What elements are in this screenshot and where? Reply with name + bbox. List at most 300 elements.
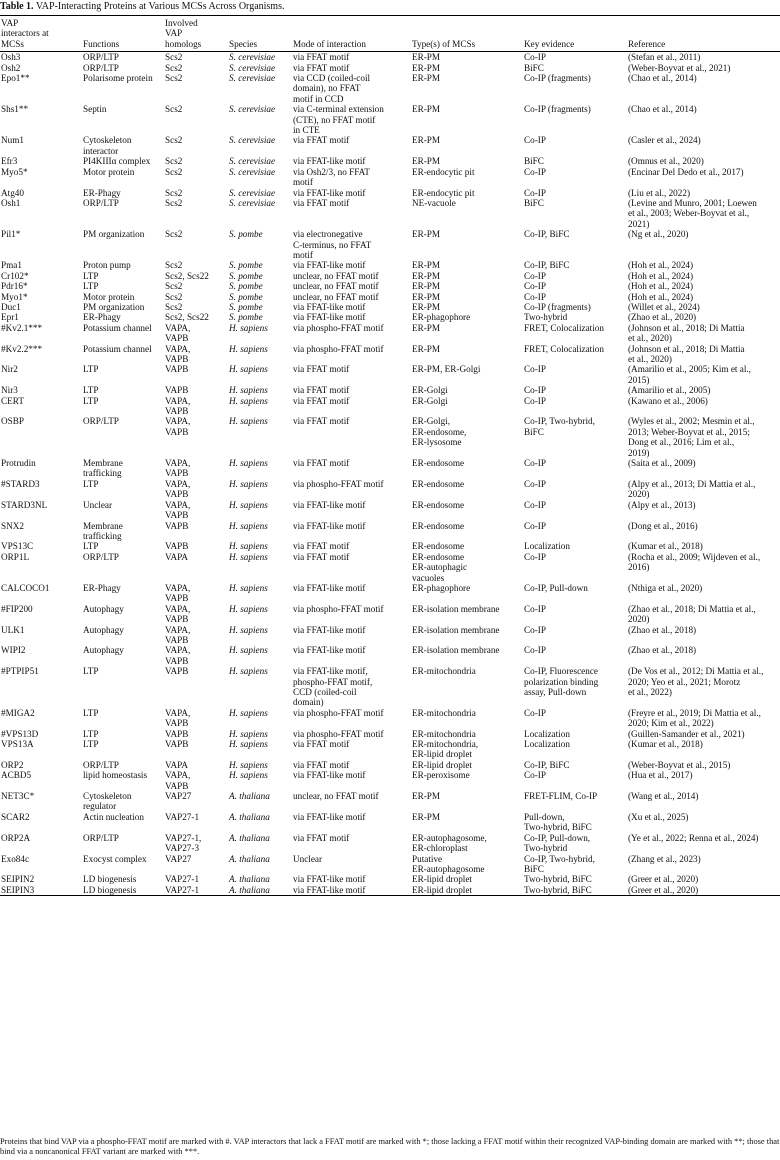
cell-vap-homolog: VAPA, VAPB [165, 645, 191, 666]
cell-evidence: Co-IP [524, 364, 546, 375]
header-functions: Functions [83, 38, 120, 49]
cell-function: PM organization [83, 229, 145, 240]
cell-mcs-type: ER-PM [412, 281, 441, 292]
cell-reference: (Greer et al., 2020) [628, 874, 699, 885]
cell-interactor: Osh3 [1, 52, 21, 63]
cell-species: S. pombe [229, 281, 263, 292]
cell-evidence: Two-hybrid [524, 312, 568, 323]
cell-vap-homolog: VAPA, VAPB [165, 478, 191, 500]
cell-function: LTP [83, 270, 99, 281]
cell-vap-homolog: VAP27-1 [165, 874, 200, 885]
cell-function: Autophagy [83, 603, 124, 614]
cell-interactor: ORP2 [1, 759, 24, 770]
cell-reference: (Amarilio et al., 2005; Kim et al., 2015) [628, 364, 751, 385]
cell-function: Cytoskeleton regulator [83, 791, 132, 812]
cell-species: H. sapiens [229, 551, 268, 562]
cell-function: Unclear [83, 499, 113, 510]
cell-mode: via FFAT-like motif [293, 874, 366, 885]
cell-species: A. thaliana [229, 874, 270, 885]
cell-vap-homolog: VAPA, VAPB [165, 458, 191, 479]
cell-mode: via Osh2/3, no FFAT motif [293, 166, 370, 188]
table-row [0, 708, 780, 729]
cell-evidence: Co-IP [524, 291, 546, 302]
cell-vap-homolog: VAP27-1, VAP27-3 [165, 832, 202, 854]
cell-evidence: Co-IP, BiFC [524, 759, 570, 770]
cell-reference: (Zhang et al., 2023) [628, 853, 701, 864]
cell-interactor: Osh2 [1, 62, 21, 73]
cell-mode: unclear, no FFAT motif [293, 291, 379, 302]
cell-interactor: Pdr16* [1, 281, 28, 292]
cell-mcs-type: ER-PM [412, 301, 441, 312]
cell-mode: via FFAT motif [293, 62, 350, 73]
cell-mode: via phospho-FFAT motif [293, 322, 384, 333]
table-row [0, 260, 780, 270]
cell-function: LTP [83, 666, 99, 677]
cell-species: H. sapiens [229, 624, 268, 635]
cell-mode: unclear, no FFAT motif [293, 281, 379, 292]
cell-mode: via electronegative C-terminus, no FFAT motif [293, 229, 372, 260]
cell-mode: via FFAT-like motif, phospho-FFAT motif, CCD (coiled-coil domain) [293, 666, 373, 708]
cell-mcs-type: ER-PM [412, 52, 441, 63]
cell-mode: via phospho-FFAT motif [293, 478, 384, 489]
cell-function: PM organization [83, 301, 145, 312]
table-row [0, 385, 780, 395]
table-row [0, 739, 780, 760]
cell-interactor: #Kv2.2*** [1, 343, 43, 354]
cell-mode: unclear, no FFAT motif [293, 791, 379, 802]
cell-mcs-type: ER-endocytic pit [412, 187, 475, 198]
cell-mode: via FFAT-like motif [293, 156, 366, 167]
table-row [0, 323, 780, 344]
cell-reference: (Wyles et al., 2002; Mesmin et al., 2013; Weber-Boyvat et al., 2015; Dong et al., 2016; Lim et al., 2019) [628, 416, 755, 458]
header-interactor: VAP interactors at MCSs [1, 18, 49, 49]
cell-reference: (Ng et al., 2020) [628, 229, 689, 240]
cell-evidence: Co-IP [524, 603, 546, 614]
cell-function: ORP/LTP [83, 759, 119, 770]
cell-reference: (Zhao et al., 2018) [628, 645, 697, 656]
cell-interactor: VPS13A [1, 739, 34, 750]
cell-mode: via FFAT-like motif [293, 312, 366, 323]
cell-interactor: SNX2 [1, 520, 24, 531]
table-row [0, 344, 780, 365]
cell-evidence: FRET-FLIM, Co-IP [524, 791, 598, 802]
cell-function: ORP/LTP [83, 52, 119, 63]
cell-mode: via FFAT motif [293, 759, 350, 770]
cell-mcs-type: ER-lipid droplet [412, 874, 472, 885]
cell-evidence: BiFC [524, 197, 544, 208]
cell-mcs-type: ER-PM, ER-Golgi [412, 364, 481, 375]
cell-species: A. thaliana [229, 853, 270, 864]
cell-vap-homolog: VAP27-1 [165, 884, 200, 895]
cell-reference: (Kumar et al., 2018) [628, 739, 703, 750]
cell-reference: (Johnson et al., 2018; Di Mattia et al., 2020) [628, 322, 745, 344]
cell-function: Autophagy [83, 624, 124, 635]
cell-reference: (Alpy et al., 2013) [628, 499, 696, 510]
table-row [0, 645, 780, 666]
table-row [0, 292, 780, 302]
table-row [0, 812, 780, 833]
cell-mcs-type: ER-endosome [412, 478, 465, 489]
cell-interactor: #VPS13D [1, 728, 39, 739]
cell-species: S. cerevisiae [229, 156, 276, 167]
cell-mcs-type: ER-endosome [412, 541, 465, 552]
cell-mcs-type: ER-isolation membrane [412, 645, 500, 656]
cell-evidence: Two-hybrid, BiFC [524, 874, 592, 885]
table-row [0, 833, 780, 854]
table-row [0, 583, 780, 604]
cell-species: A. thaliana [229, 811, 270, 822]
cell-function: Autophagy [83, 645, 124, 656]
cell-evidence: Co-IP [524, 52, 546, 63]
cell-mcs-type: ER-PM [412, 73, 441, 84]
cell-species: S. cerevisiae [229, 104, 276, 115]
cell-mcs-type: Putative ER-autophagosome [412, 853, 485, 874]
cell-mode: via FFAT motif [293, 739, 350, 750]
cell-mode: via FFAT-like motif [293, 582, 366, 593]
cell-reference: (Kawano et al., 2006) [628, 395, 708, 406]
cell-species: H. sapiens [229, 582, 268, 593]
cell-interactor: Pma1 [1, 260, 22, 271]
cell-reference: (Kumar et al., 2018) [628, 541, 703, 552]
cell-mcs-type: ER-endocytic pit [412, 166, 475, 177]
cell-mcs-type: ER-PM [412, 270, 441, 281]
cell-interactor: CALCOCO1 [1, 582, 50, 593]
cell-evidence: Co-IP [524, 551, 546, 562]
table-row [0, 854, 780, 875]
cell-vap-homolog: Scs2 [165, 260, 183, 271]
cell-vap-homolog: VAPB [165, 364, 189, 375]
cell-mcs-type: ER-PM [412, 229, 441, 240]
cell-evidence: Co-IP, Two-hybrid, BiFC [524, 416, 595, 437]
cell-species: H. sapiens [229, 385, 268, 396]
cell-mode: via FFAT-like motif [293, 260, 366, 271]
cell-mcs-type: ER-endosome ER-autophagic vacuoles [412, 551, 468, 583]
header-mode: Mode of interaction [293, 38, 366, 49]
cell-mcs-type: ER-mitochondria [412, 728, 476, 739]
table-row [0, 479, 780, 500]
cell-function: Motor protein [83, 291, 135, 302]
cell-mode: via phospho-FFAT motif [293, 603, 384, 614]
cell-function: Exocyst complex [83, 853, 147, 864]
cell-mcs-type: ER-PM [412, 135, 441, 146]
cell-mode: via FFAT motif [293, 541, 350, 552]
cell-function: ORP/LTP [83, 551, 119, 562]
cell-species: H. sapiens [229, 728, 268, 739]
cell-mode: via FFAT-like motif [293, 645, 366, 656]
cell-vap-homolog: VAPB [165, 728, 189, 739]
cell-mcs-type: ER-PM [412, 104, 441, 115]
cell-reference: (Nthiga et al., 2020) [628, 582, 703, 593]
table-row [0, 73, 780, 104]
cell-mode: via FFAT motif [293, 416, 350, 427]
cell-species: S. cerevisiae [229, 73, 276, 84]
cell-species: S. pombe [229, 312, 263, 323]
cell-interactor: Nir2 [1, 364, 18, 375]
cell-mode: via FFAT motif [293, 52, 350, 63]
cell-interactor: ACBD5 [1, 770, 32, 781]
cell-evidence: Co-IP [524, 385, 546, 396]
cell-function: PI4KIIIα complex [83, 156, 151, 167]
table-row [0, 604, 780, 625]
cell-interactor: Cr102* [1, 270, 29, 281]
cell-function: LTP [83, 478, 99, 489]
cell-species: H. sapiens [229, 478, 268, 489]
cell-species: H. sapiens [229, 520, 268, 531]
cell-interactor: WIPI2 [1, 645, 26, 656]
cell-evidence: FRET, Colocalization [524, 322, 604, 333]
cell-function: LTP [83, 395, 99, 406]
cell-interactor: NET3C* [1, 791, 35, 802]
cell-function: LTP [83, 739, 99, 750]
cell-mcs-type: ER-PM [412, 811, 441, 822]
cell-reference: (Zhao et al., 2018; Di Mattia et al., 2020) [628, 603, 756, 625]
table-row [0, 458, 780, 479]
cell-evidence: Co-IP [524, 499, 546, 510]
cell-reference: (Hoh et al., 2024) [628, 270, 694, 281]
cell-evidence: Localization [524, 728, 570, 739]
table-row [0, 229, 780, 260]
cell-evidence: Two-hybrid, BiFC [524, 884, 592, 895]
cell-mcs-type: ER-phagophore [412, 312, 471, 323]
cell-interactor: SEIPIN2 [1, 874, 35, 885]
cell-vap-homolog: Scs2 [165, 104, 183, 115]
cell-function: ER-Phagy [83, 312, 121, 323]
cell-mcs-type: NE-vacuole [412, 197, 456, 208]
cell-evidence: Co-IP [524, 520, 546, 531]
cell-evidence: Co-IP, Fluorescence polarization binding assay, Pull-down [524, 666, 599, 697]
table-row [0, 156, 780, 166]
cell-interactor: Num1 [1, 135, 24, 146]
cell-interactor: Myo5* [1, 166, 28, 177]
cell-mode: Unclear [293, 853, 323, 864]
cell-vap-homolog: VAPA, VAPB [165, 707, 191, 729]
cell-vap-homolog: Scs2 [165, 52, 183, 63]
cell-function: Potassium channel [83, 343, 152, 354]
cell-vap-homolog: VAPB [165, 385, 189, 396]
cell-species: A. thaliana [229, 791, 270, 802]
cell-mcs-type: ER-mitochondria [412, 666, 476, 677]
cell-mode: via FFAT motif [293, 832, 350, 843]
cell-interactor: Atg40 [1, 187, 24, 198]
cell-species: H. sapiens [229, 416, 268, 427]
cell-interactor: SEIPIN3 [1, 884, 35, 895]
table-label: Table 1. [0, 1, 34, 12]
cell-function: LTP [83, 541, 99, 552]
cell-reference: (Chao et al., 2014) [628, 104, 697, 115]
cell-reference: (Liu et al., 2022) [628, 187, 690, 198]
cell-function: Actin nucleation [83, 811, 144, 822]
cell-reference: (Levine and Munro, 2001; Loewen et al., 2003; Weber-Boyvat et al., 2021) [628, 197, 757, 229]
cell-interactor: Osh1 [1, 197, 21, 208]
cell-vap-homolog: Scs2 [165, 73, 183, 84]
cell-interactor: Duc1 [1, 301, 21, 312]
cell-mcs-type: ER-Golgi [412, 385, 448, 396]
cell-reference: (Rocha et al., 2009; Wijdeven et al., 2016) [628, 551, 761, 573]
table-row [0, 874, 780, 884]
cell-evidence: BiFC [524, 156, 544, 167]
cell-evidence: Co-IP (fragments) [524, 301, 591, 312]
cell-function: Potassium channel [83, 322, 152, 333]
cell-species: S. cerevisiae [229, 135, 276, 146]
cell-reference: (Wang et al., 2014) [628, 791, 699, 802]
header-mcs-type: Type(s) of MCSs [412, 38, 476, 49]
cell-evidence: FRET, Colocalization [524, 343, 604, 354]
cell-mode: via FFAT-like motif [293, 624, 366, 635]
cell-evidence: Co-IP [524, 187, 546, 198]
table-row [0, 416, 780, 458]
cell-evidence: Co-IP [524, 281, 546, 292]
cell-reference: (Weber-Boyvat et al., 2015) [628, 759, 731, 770]
cell-reference: (Freyre et al., 2019; Di Mattia et al., 2020; Kim et al., 2022) [628, 707, 761, 729]
cell-vap-homolog: VAPA, VAPB [165, 582, 191, 604]
cell-function: ORP/LTP [83, 62, 119, 73]
cell-interactor: #PTPIP51 [1, 666, 39, 677]
cell-vap-homolog: Scs2 [165, 187, 183, 198]
cell-species: H. sapiens [229, 739, 268, 750]
cell-reference: (Johnson et al., 2018; Di Mattia et al., 2020) [628, 343, 745, 364]
cell-interactor: #FIP200 [1, 603, 33, 614]
cell-evidence: Co-IP [524, 624, 546, 635]
cell-reference: (Omnus et al., 2020) [628, 156, 704, 167]
table-row [0, 885, 780, 896]
cell-mode: via FFAT motif [293, 551, 350, 562]
table-row [0, 541, 780, 551]
cell-mcs-type: ER-lipid droplet [412, 759, 472, 770]
cell-mode: via FFAT-like motif [293, 770, 366, 781]
cell-vap-homolog: VAPA, VAPB [165, 624, 191, 645]
cell-function: LD biogenesis [83, 874, 137, 885]
cell-mcs-type: ER-mitochondria, ER-lipid droplet [412, 739, 479, 760]
cell-species: H. sapiens [229, 395, 268, 406]
cell-vap-homolog: Scs2, Scs22 [165, 270, 209, 281]
cell-function: Cytoskeleton interactor [83, 135, 132, 156]
cell-vap-homolog: VAP27 [165, 853, 192, 864]
cell-function: Septin [83, 104, 107, 115]
cell-vap-homolog: VAPA, VAPB [165, 343, 191, 364]
cell-mcs-type: ER-lipid droplet [412, 884, 472, 895]
cell-reference: (Amarilio et al., 2005) [628, 385, 711, 396]
cell-mode: via phospho-FFAT motif [293, 343, 384, 354]
cell-vap-homolog: VAP27-1 [165, 811, 200, 822]
cell-reference: (Hoh et al., 2024) [628, 291, 694, 302]
cell-function: Membrane trafficking [83, 458, 123, 479]
cell-reference: (Hoh et al., 2024) [628, 281, 694, 292]
header-reference: Reference [628, 38, 666, 49]
cell-species: S. cerevisiae [229, 187, 276, 198]
cell-species: H. sapiens [229, 603, 268, 614]
table-footnote: Proteins that bind VAP via a phospho-FFAT motif are marked with #. VAP interactors that lack a FFAT motif are marked with *; those lacking a FFAT motif within their recognized VAP-binding domain are marked with **; those that bind via a noncanonical FFAT variant are marked with ***. [0, 1137, 780, 1156]
cell-interactor: STARD3NL [1, 499, 48, 510]
cell-interactor: Epo1** [1, 73, 30, 84]
cell-mcs-type: ER-autophagosome, ER-chloroplast [412, 832, 487, 854]
cell-evidence: Co-IP (fragments) [524, 104, 591, 115]
cell-species: A. thaliana [229, 832, 270, 843]
cell-interactor: ORP2A [1, 832, 31, 843]
table-row [0, 791, 780, 812]
cell-evidence: Co-IP, BiFC [524, 229, 570, 240]
cell-mode: via FFAT-like motif [293, 811, 366, 822]
cell-vap-homolog: VAPA, VAPB [165, 499, 191, 521]
cell-vap-homolog: VAPA [165, 759, 188, 770]
cell-interactor: #Kv2.1*** [1, 322, 43, 333]
cell-species: H. sapiens [229, 759, 268, 770]
cell-interactor: Shs1** [1, 104, 29, 115]
cell-reference: (Chao et al., 2014) [628, 73, 697, 84]
cell-evidence: Co-IP [524, 135, 546, 146]
cell-interactor: Efr3 [1, 156, 18, 167]
cell-mode: via FFAT motif [293, 364, 350, 375]
cell-mode: via FFAT motif [293, 385, 350, 396]
cell-mcs-type: ER-endosome [412, 520, 465, 531]
cell-interactor: OSBP [1, 416, 24, 427]
cell-vap-homolog: Scs2 [165, 281, 183, 292]
table-title: VAP-Interacting Proteins at Various MCSs Across Organisms. [35, 1, 285, 12]
cell-function: LTP [83, 364, 99, 375]
cell-reference: (Saita et al., 2009) [628, 458, 696, 469]
cell-mcs-type: ER-phagophore [412, 582, 471, 593]
cell-reference: (Stefan et al., 2011) [628, 52, 701, 63]
cell-mcs-type: ER-PM [412, 260, 441, 271]
cell-reference: (Willet et al., 2024) [628, 301, 700, 312]
cell-species: S. pombe [229, 229, 263, 240]
cell-species: H. sapiens [229, 322, 268, 333]
cell-species: H. sapiens [229, 707, 268, 718]
cell-mcs-type: ER-PM [412, 62, 441, 73]
cell-function: ER-Phagy [83, 582, 121, 593]
cell-species: S. cerevisiae [229, 197, 276, 208]
cell-vap-homolog: VAPA, VAPB [165, 416, 191, 437]
header-vap-homologs: Involved VAP homologs [165, 18, 202, 49]
cell-mode: via phospho-FFAT motif [293, 707, 384, 718]
cell-interactor: #STARD3 [1, 478, 40, 489]
cell-mcs-type: ER-PM [412, 791, 441, 802]
cell-evidence: Co-IP (fragments) [524, 73, 591, 84]
cell-mcs-type: ER-isolation membrane [412, 603, 500, 614]
table-row [0, 666, 780, 708]
cell-evidence: Co-IP [524, 270, 546, 281]
cell-reference: (Casler et al., 2024) [628, 135, 701, 146]
cell-evidence: Co-IP, BiFC [524, 260, 570, 271]
table-row [0, 135, 780, 156]
cell-interactor: ULK1 [1, 624, 25, 635]
cell-species: S. cerevisiae [229, 166, 276, 177]
table-row [0, 729, 780, 739]
cell-mcs-type: ER-endosome [412, 499, 465, 510]
cell-vap-homolog: VAPA, VAPB [165, 603, 191, 625]
cell-vap-homolog: Scs2, Scs22 [165, 312, 209, 323]
header-row [0, 16, 780, 52]
cell-mode: via CCD (coiled-coil domain), no FFAT motif in CCD [293, 73, 371, 104]
header-species: Species [229, 38, 258, 49]
cell-reference: (Greer et al., 2020) [628, 884, 699, 895]
table-row [0, 104, 780, 135]
cell-species: H. sapiens [229, 458, 268, 469]
cell-evidence: Co-IP, Pull-down [524, 582, 588, 593]
table-row [0, 281, 780, 291]
cell-mcs-type: ER-PM [412, 343, 441, 354]
cell-reference: (Alpy et al., 2013; Di Mattia et al., 2020) [628, 478, 756, 500]
cell-mode: via phospho-FFAT motif [293, 728, 384, 739]
cell-vap-homolog: VAPB [165, 520, 189, 531]
cell-vap-homolog: Scs2 [165, 301, 183, 312]
cell-function: Motor protein [83, 166, 135, 177]
cell-reference: (Guillen-Samander et al., 2021) [628, 728, 745, 739]
cell-mode: unclear, no FFAT motif [293, 270, 379, 281]
cell-vap-homolog: VAP27 [165, 791, 192, 802]
vap-interactors-table [0, 15, 780, 896]
cell-mcs-type: ER-endosome [412, 458, 465, 469]
cell-interactor: Nir3 [1, 385, 18, 396]
